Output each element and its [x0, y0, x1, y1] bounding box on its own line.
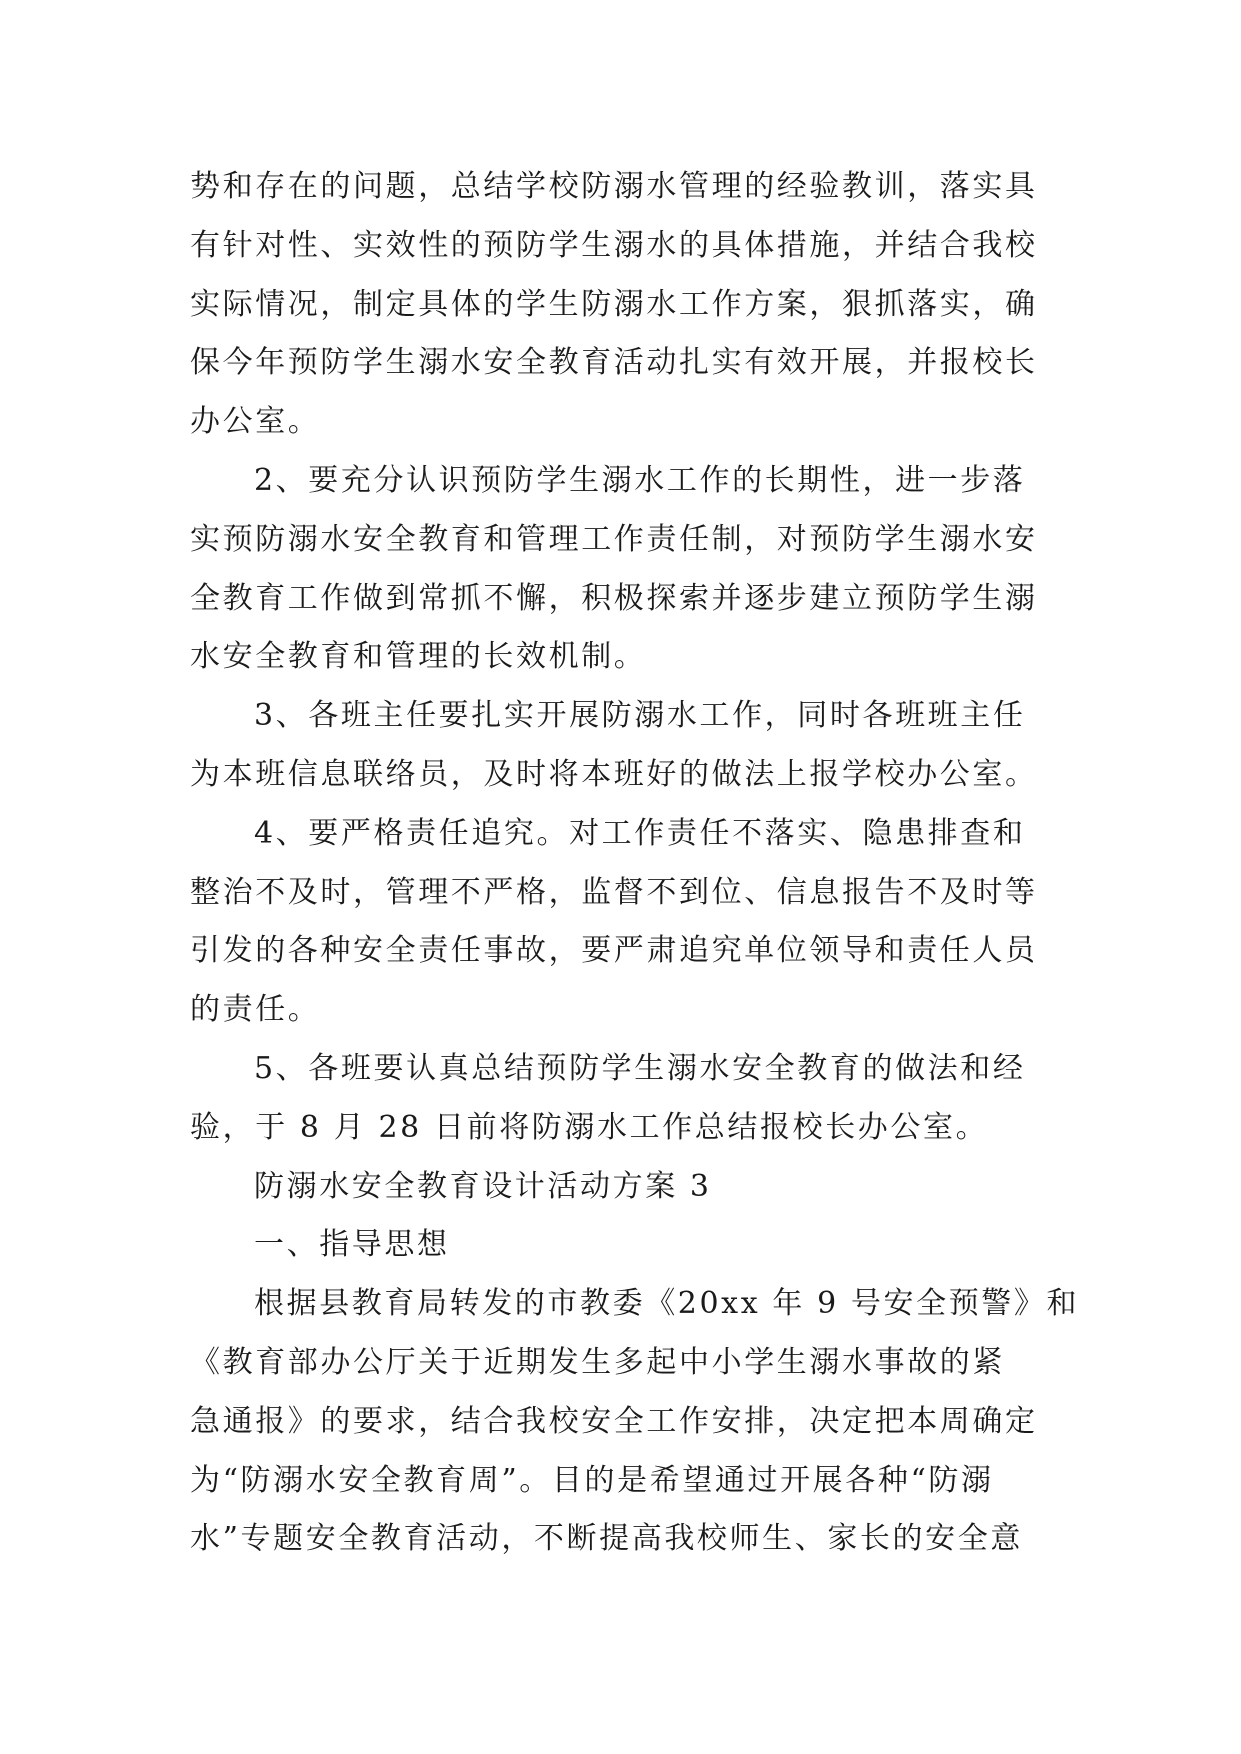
text-line: 为本班信息联络员，及时将本班好的做法上报学校办公室。 — [190, 756, 1038, 792]
text-line: 整治不及时，管理不严格，监督不到位、信息报告不及时等 — [190, 874, 1038, 910]
text-line: 实预防溺水安全教育和管理工作责任制，对预防学生溺水安 — [190, 521, 1038, 557]
text-line: 有针对性、实效性的预防学生溺水的具体措施，并结合我校 — [190, 227, 1038, 263]
text-line: 为“防溺水安全教育周”。目的是希望通过开展各种“防溺 — [190, 1462, 994, 1498]
text-line: 实际情况，制定具体的学生防溺水工作方案，狠抓落实，确 — [190, 286, 1038, 322]
paragraph-start-line: 4、要严格责任追究。对工作责任不落实、隐患排查和 — [254, 815, 1026, 851]
text-line: 水”专题安全教育活动，不断提高我校师生、家长的安全意 — [190, 1521, 1023, 1557]
text-line: 急通报》的要求，结合我校安全工作安排，决定把本周确定 — [190, 1403, 1038, 1439]
section-title: 防溺水安全教育设计活动方案 3 — [254, 1168, 712, 1204]
text-line: 势和存在的问题，总结学校防溺水管理的经验教训，落实具 — [190, 169, 1038, 204]
text-line: 全教育工作做到常抓不懈，积极探索并逐步建立预防学生溺 — [190, 580, 1038, 616]
text-line: 水安全教育和管理的长效机制。 — [190, 639, 647, 675]
paragraph-start-line: 2、要充分认识预防学生溺水工作的长期性，进一步落 — [254, 462, 1026, 498]
text-line: 引发的各种安全责任事故，要严肃追究单位领导和责任人员 — [190, 933, 1038, 969]
paragraph-start-line: 3、各班主任要扎实开展防溺水工作，同时各班班主任 — [254, 698, 1026, 734]
section-heading: 一、指导思想 — [254, 1227, 450, 1263]
text-line: 的责任。 — [190, 992, 321, 1028]
document-body — [190, 158, 1080, 1569]
text-line: 保今年预防学生溺水安全教育活动扎实有效开展，并报校长 — [190, 345, 1038, 381]
text-line: 办公室。 — [190, 404, 321, 440]
text-line: 《教育部办公厅关于近期发生多起中小学生溺水事故的紧 — [190, 1344, 1005, 1380]
paragraph-start-line: 5、各班要认真总结预防学生溺水安全教育的做法和经 — [254, 1050, 1026, 1086]
text-line: 验，于 8 月 28 日前将防溺水工作总结报校长办公室。 — [190, 1109, 989, 1145]
paragraph-start-line: 根据县教育局转发的市教委《20xx 年 9 号安全预警》和 — [254, 1286, 1080, 1322]
